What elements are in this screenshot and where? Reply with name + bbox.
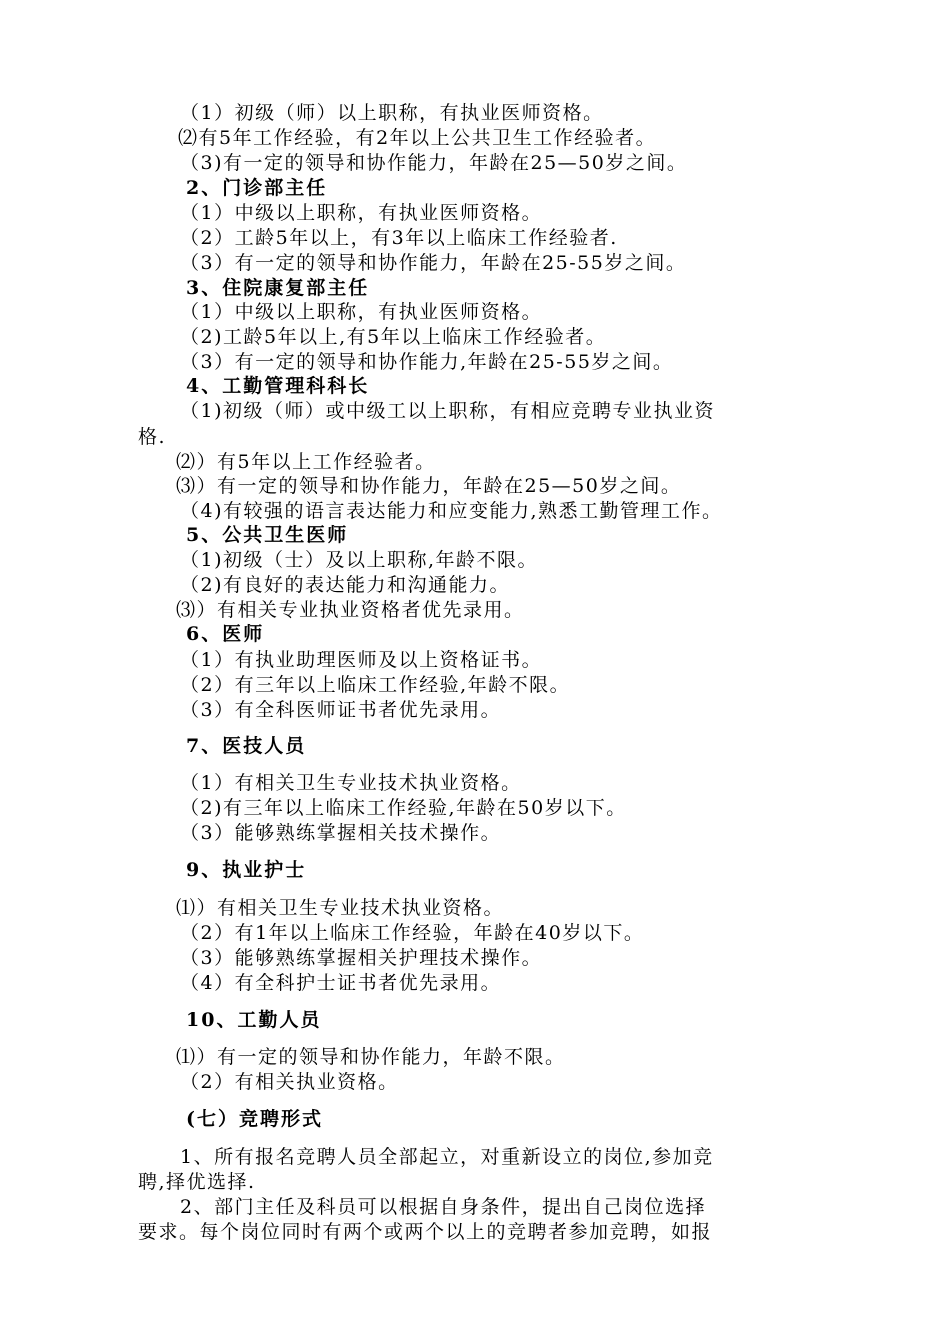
section-heading: (七）竞聘形式 (186, 1108, 323, 1130)
text-line: （3)有一定的领导和协作能力，年龄在25—50岁之间。 (180, 152, 688, 174)
text-line: （3）有一定的领导和协作能力,年龄在25-55岁之间。 (180, 351, 674, 373)
section-heading: 4、工勤管理科科长 (186, 375, 370, 397)
text-line: ⑵有5年工作经验，有2年以上公共卫生工作经验者。 (178, 127, 657, 149)
text-line: 2、部门主任及科员可以根据自身条件，提出自己岗位选择 (180, 1196, 707, 1218)
text-line: （3）有一定的领导和协作能力，年龄在25-55岁之间。 (180, 252, 687, 274)
text-line: ⑶）有一定的领导和协作能力，年龄在25—50岁之间。 (176, 475, 682, 497)
text-line: （4）有全科护士证书者优先录用。 (180, 972, 502, 994)
text-line: ⑴）有相关卫生专业技术执业资格。 (176, 897, 505, 919)
text-line: （2）有三年以上临床工作经验,年龄不限。 (180, 674, 571, 696)
text-line: ⑵）有5年以上工作经验者。 (176, 451, 436, 473)
text-line: （2）有相关执业资格。 (180, 1071, 399, 1093)
text-line: （1)初级（师）或中级工以上职称，有相应竞聘专业执业资 (180, 400, 716, 422)
text-line: （1）初级（师）以上职称，有执业医师资格。 (180, 102, 604, 124)
text-line: （2)有良好的表达能力和沟通能力。 (180, 574, 511, 596)
text-line: （1）有执业助理医师及以上资格证书。 (180, 649, 543, 671)
text-line: 要求。每个岗位同时有两个或两个以上的竞聘者参加竞聘，如报 (138, 1221, 713, 1243)
text-line: （3）能够熟练掌握相关技术操作。 (180, 822, 502, 844)
text-line: （2)工龄5年以上,有5年以上临床工作经验者。 (180, 326, 607, 348)
text-line: （3）能够熟练掌握相关护理技术操作。 (180, 947, 543, 969)
text-line: ⑴）有一定的领导和协作能力，年龄不限。 (176, 1046, 566, 1068)
section-heading: 10、工勤人员 (186, 1009, 322, 1031)
text-line: ⑶）有相关专业执业资格者优先录用。 (176, 599, 525, 621)
text-line: （4)有较强的语言表达能力和应变能力,熟悉工勤管理工作。 (180, 500, 723, 522)
text-line: 聘,择优选择. (138, 1171, 256, 1193)
section-heading: 6、医师 (186, 623, 265, 645)
text-line: （2)有三年以上临床工作经验,年龄在50岁以下。 (180, 797, 627, 819)
text-line: （1）有相关卫生专业技术执业资格。 (180, 772, 522, 794)
text-line: （3）有全科医师证书者优先录用。 (180, 699, 502, 721)
section-heading: 3、住院康复部主任 (186, 277, 370, 299)
section-heading: 7、医技人员 (186, 735, 307, 757)
text-line: （2）工龄5年以上，有3年以上临床工作经验者. (180, 227, 618, 249)
text-line: 格. (138, 426, 167, 448)
text-line: （1）中级以上职称，有执业医师资格。 (180, 301, 543, 323)
text-line: （1）中级以上职称，有执业医师资格。 (180, 202, 543, 224)
text-line: （2）有1年以上临床工作经验，年龄在40岁以下。 (180, 922, 645, 944)
section-heading: 5、公共卫生医师 (186, 524, 349, 546)
text-line: 1、所有报名竞聘人员全部起立，对重新设立的岗位,参加竞 (180, 1146, 714, 1168)
section-heading: 9、执业护士 (186, 859, 307, 881)
section-heading: 2、门诊部主任 (186, 177, 328, 199)
text-line: （1)初级（士）及以上职称,年龄不限。 (180, 549, 539, 571)
